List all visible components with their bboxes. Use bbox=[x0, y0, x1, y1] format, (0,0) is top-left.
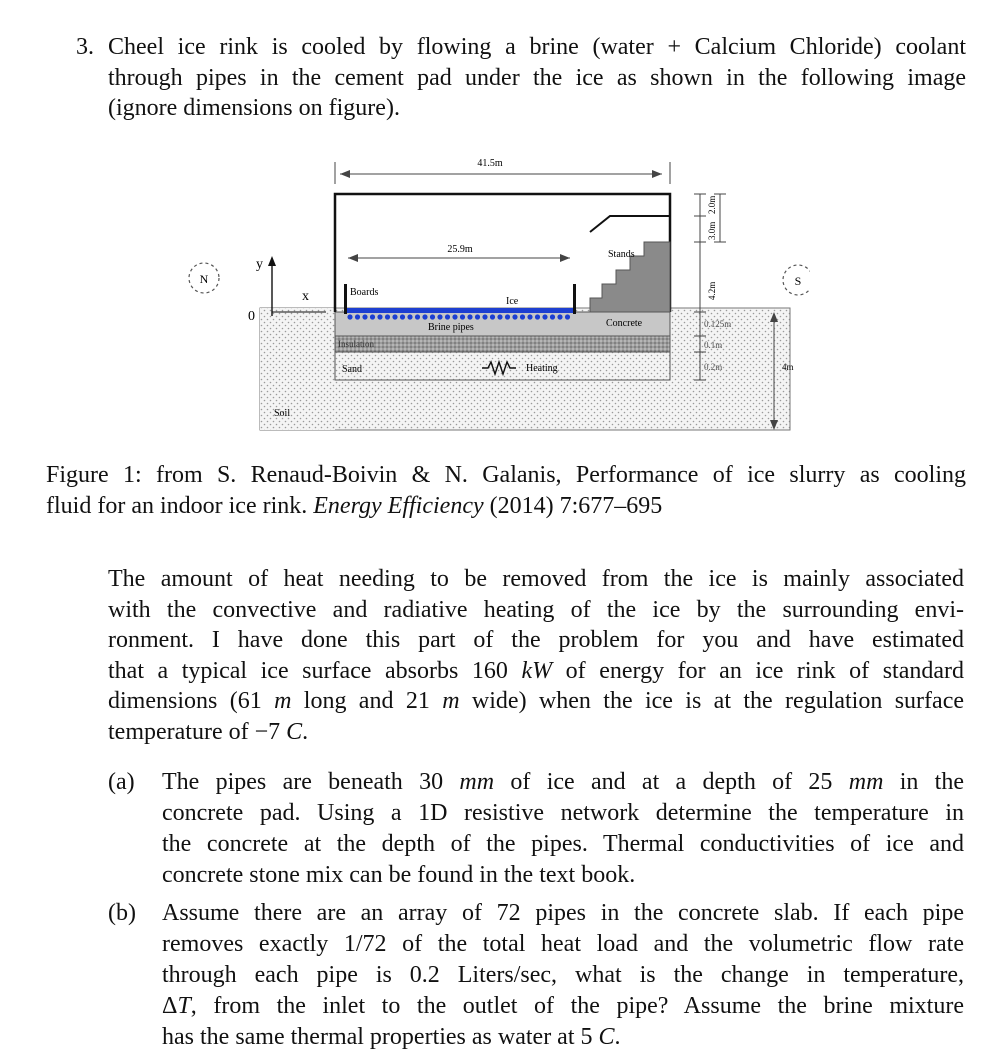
label-stands: Stands bbox=[608, 249, 635, 260]
problem-number: 3. bbox=[76, 34, 94, 60]
intro-line-5: dimensions (61 m long and 21 m wide) when the ice is at the regulation surface bbox=[108, 688, 964, 715]
figure-caption bbox=[46, 460, 966, 521]
brine-pipe bbox=[542, 314, 547, 319]
brine-pipe bbox=[490, 314, 495, 319]
label-concrete: Concrete bbox=[606, 318, 643, 329]
intro-line-1: The amount of heat needing to be removed from the ice is mainly associated bbox=[108, 566, 964, 592]
problem-line-1: Cheel ice rink is cooled by flowing a brine (water + Calcium Chloride) coolant bbox=[108, 34, 966, 60]
brine-pipe bbox=[475, 314, 480, 319]
left-board bbox=[344, 284, 347, 314]
stands-roof bbox=[590, 216, 670, 232]
question-a-line-2: concrete pad. Using a 1D resistive network determine the temperature in bbox=[162, 800, 964, 826]
dim-label-4m: 4m bbox=[782, 362, 794, 372]
brine-pipe bbox=[557, 314, 562, 319]
intro-line-4: that a typical ice surface absorbs 160 kW of energy for an ice rink of standard bbox=[108, 657, 965, 684]
brine-pipe bbox=[482, 314, 487, 319]
question-a-line-4: concrete stone mix can be found in the text book. bbox=[162, 862, 636, 888]
question-a-line-1: The pipes are beneath 30 mm of ice and at a depth of 25 mm in the bbox=[162, 769, 964, 795]
intro-line-2: with the convective and radiative heating of the ice by the surrounding envi- bbox=[108, 596, 964, 623]
brine-pipe bbox=[505, 314, 510, 319]
brine-pipe bbox=[512, 314, 517, 319]
sand-layer bbox=[335, 352, 670, 380]
brine-pipe bbox=[407, 314, 412, 319]
label-origin: 0 bbox=[248, 309, 255, 324]
y-axis-arrow bbox=[268, 256, 276, 266]
label-brine-pipes: Brine pipes bbox=[428, 322, 474, 333]
insulation-layer bbox=[335, 336, 670, 352]
brine-pipe bbox=[527, 314, 532, 319]
dim-label-2m: 2.0m bbox=[707, 195, 717, 214]
problem-line-2: through pipes in the cement pad under the ice as shown in the following image bbox=[108, 64, 966, 91]
question-b-label: (b) bbox=[108, 900, 136, 926]
brine-pipe bbox=[355, 314, 360, 319]
label-south: S bbox=[794, 274, 802, 288]
brine-pipe bbox=[497, 314, 502, 319]
label-ice: Ice bbox=[506, 296, 519, 307]
dim-label-259: 25.9m bbox=[447, 244, 473, 255]
intro-line-3: ronment. I have done this part of the problem for you and have estimated bbox=[108, 627, 964, 654]
brine-pipe bbox=[430, 314, 435, 319]
question-a-line-3: the concrete at the depth of the pipes. Thermal conductivities of ice and bbox=[162, 831, 964, 857]
question-b-line-3: through each pipe is 0.2 Liters/sec, what is the change in temperature, bbox=[162, 962, 964, 988]
label-heating: Heating bbox=[526, 363, 558, 374]
brine-pipe bbox=[392, 314, 397, 319]
label-y-axis: y bbox=[256, 257, 263, 272]
question-b-line-4: ΔT, from the inlet to the outlet of the pipe? Assume the brine mixture bbox=[162, 993, 964, 1019]
dim-label-415: 41.5m bbox=[477, 158, 503, 169]
label-boards: Boards bbox=[350, 287, 379, 298]
brine-pipe bbox=[437, 314, 442, 319]
label-north: N bbox=[199, 272, 209, 286]
brine-pipe bbox=[460, 314, 465, 319]
ice-rink-cross-section-figure bbox=[170, 150, 810, 440]
brine-pipe bbox=[385, 314, 390, 319]
brine-pipe bbox=[377, 314, 382, 319]
soil-left-strip bbox=[260, 308, 335, 430]
brine-pipe bbox=[452, 314, 457, 319]
brine-pipe bbox=[415, 314, 420, 319]
brine-pipe bbox=[400, 314, 405, 319]
dim-label-01m: 0.1m bbox=[704, 340, 723, 350]
brine-pipe bbox=[520, 314, 525, 319]
brine-pipe bbox=[565, 314, 570, 319]
brine-pipe bbox=[347, 314, 352, 319]
brine-pipe bbox=[467, 314, 472, 319]
ice-layer bbox=[347, 308, 573, 313]
brine-pipe bbox=[370, 314, 375, 319]
intro-line-6: temperature of −7 C. bbox=[108, 718, 309, 745]
label-soil: Soil bbox=[274, 408, 291, 419]
brine-pipe bbox=[535, 314, 540, 319]
label-x-axis: x bbox=[302, 289, 309, 304]
brine-pipe bbox=[445, 314, 450, 319]
dim-label-42m: 4.2m bbox=[707, 281, 717, 300]
right-board bbox=[573, 284, 576, 314]
problem-line-3: (ignore dimensions on figure). bbox=[108, 95, 400, 122]
brine-pipe bbox=[422, 314, 427, 319]
dim-arrow-inner-right bbox=[560, 254, 570, 262]
caption-line-1: Figure 1: from S. Renaud-Boivin & N. Galanis, Performance of ice slurry as cooling bbox=[46, 462, 966, 488]
dim-label-0125m: 0.125m bbox=[704, 319, 732, 329]
caption-line-2: fluid for an indoor ice rink. Energy Efficiency (2014) 7:677–695 bbox=[46, 492, 663, 519]
question-b-line-5: has the same thermal properties as water at 5 C. bbox=[162, 1024, 621, 1050]
dim-arrow-top-right bbox=[652, 170, 662, 178]
question-b-line-1: Assume there are an array of 72 pipes in the concrete slab. If each pipe bbox=[162, 900, 964, 926]
question-b-line-2: removes exactly 1/72 of the total heat load and the volumetric flow rate bbox=[162, 931, 964, 957]
label-sand: Sand bbox=[342, 364, 362, 375]
brine-pipe bbox=[362, 314, 367, 319]
question-a-label: (a) bbox=[108, 769, 135, 795]
dim-arrow-top-left bbox=[340, 170, 350, 178]
label-insulation: Insulation bbox=[338, 339, 374, 349]
dim-label-3m: 3.0m bbox=[707, 221, 717, 240]
brine-pipe bbox=[550, 314, 555, 319]
intro-paragraph bbox=[108, 564, 964, 748]
caption-journal: Energy Efficiency bbox=[313, 492, 484, 519]
dim-arrow-inner-left bbox=[348, 254, 358, 262]
dim-label-02m: 0.2m bbox=[704, 362, 723, 372]
